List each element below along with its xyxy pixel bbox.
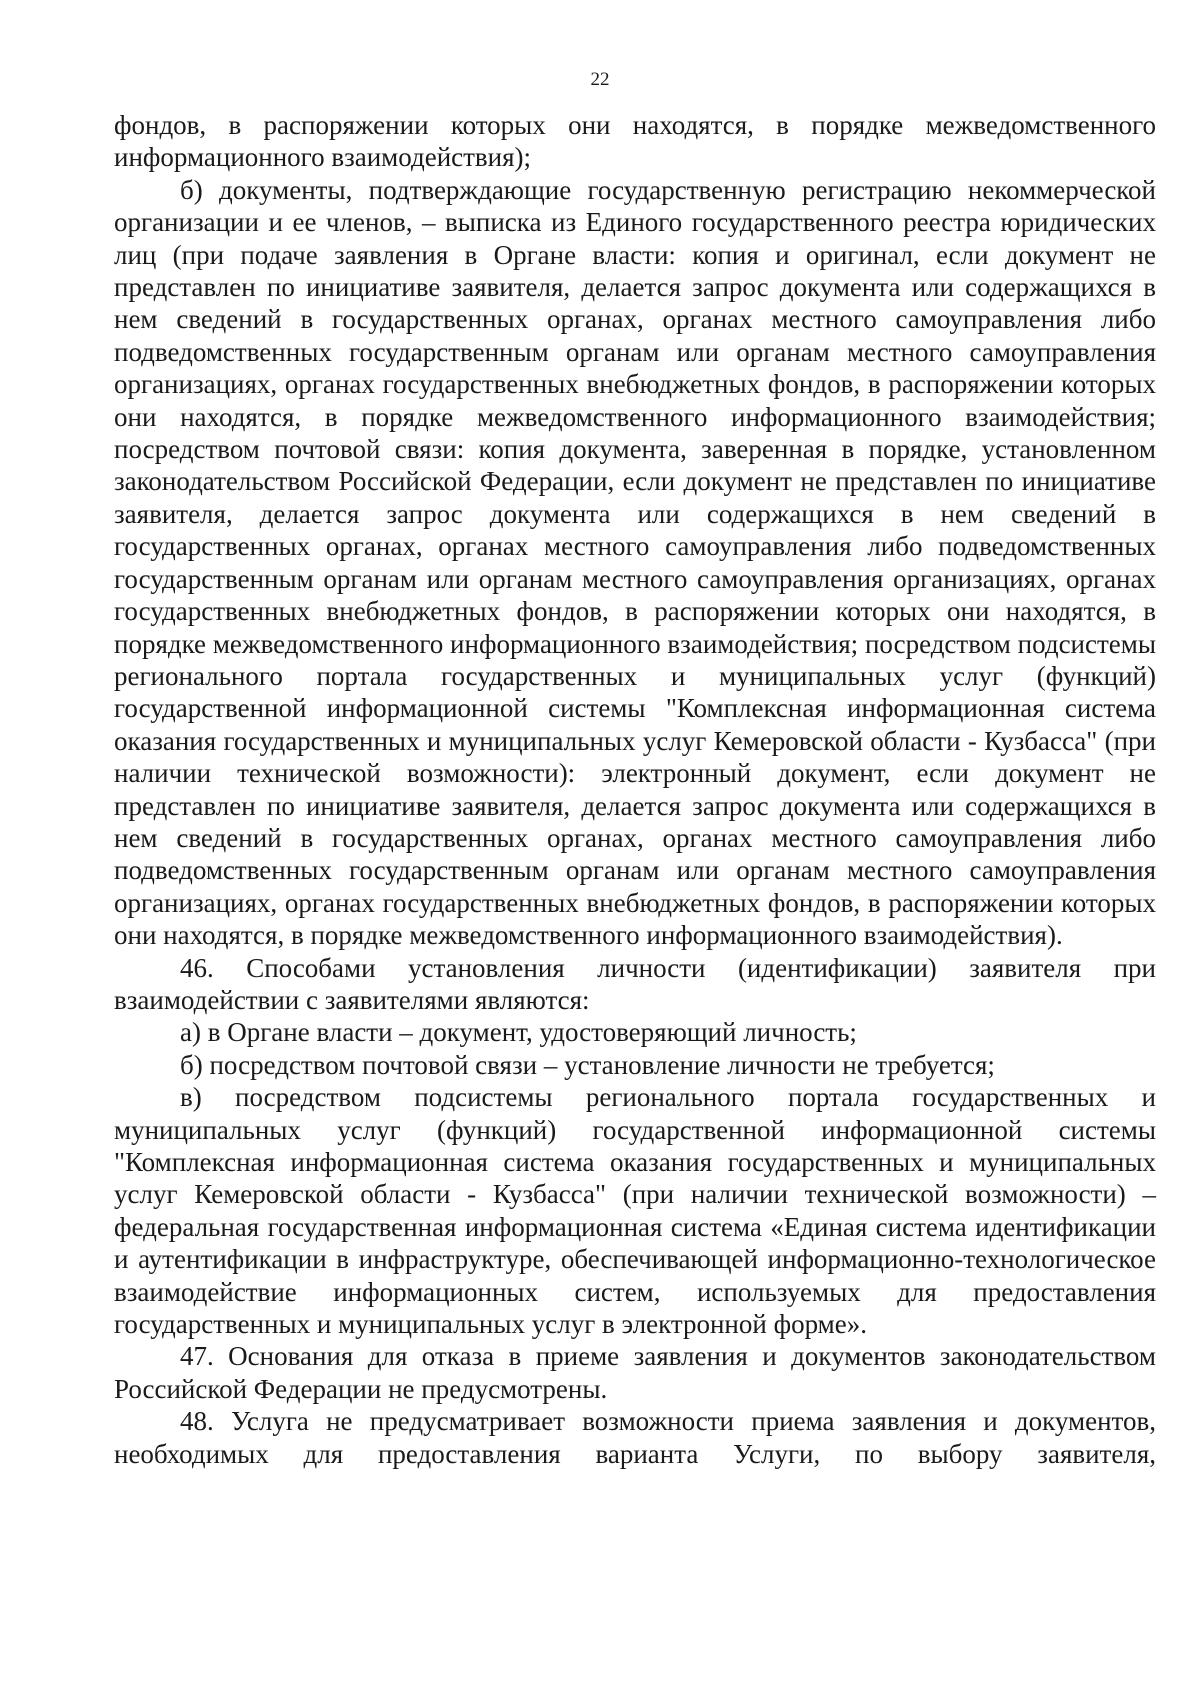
- paragraph-48-service: 48. Услуга не предусматривает возможности приема заявления и документов, необходимых для предоставления варианта Услуги, по выбору заявителя,: [114, 1406, 1156, 1469]
- paragraph-46-item-b: б) посредством почтовой связи – установление личности не требуется;: [180, 1049, 995, 1080]
- paragraph-item-b-documents: б) документы, подтверждающие государственную регистрацию некоммерческой организации и ее членов, – выписка из Единого государственного реестра юридических лиц (при подаче заявления в Органе власти: копия и оригинал, если документ не представлен по инициативе заявителя, делается запрос документа или содержащихся в нем сведений в государственных органах, органах местного самоуправления либо подведомственных государственным органам или органам местного самоуправления организациях, органах государственных внебюджетных фондов, в распоряжении которых они находятся, в порядке межведомственного информационного взаимодействия; посредством почтовой связи: копия документа, заверенная в порядке, установленном законодательством Российской Федерации, если документ не представлен по инициативе заявителя, делается запрос документа или содержащихся в нем сведений в государственных органах, органах местного самоуправления либо подведомственных государственным органам или органам местного самоуправления организациях, органах государственных внебюджетных фондов, в распоряжении которых они находятся, в порядке межведомственного информационного взаимодействия; посредством подсистемы регионального портала государственных и муниципальных услуг (функций) государственной информационной системы "Комплексная информационная система оказания государственных и муниципальных услуг Кемеровской области - Кузбасса" (при наличии технической возможности): электронный документ, если документ не представлен по инициативе заявителя, делается запрос документа или содержащихся в нем сведений в государственных органах, органах местного самоуправления либо подведомственных государственным органам или органам местного самоуправления организациях, органах государственных внебюджетных фондов, в распоряжении которых они находятся, в порядке межведомственного информационного взаимодействия).: [114, 174, 1156, 951]
- document-body: [114, 109, 1156, 1470]
- paragraph-46-item-c: в) посредством подсистемы регионального портала государственных и муниципальных услуг (функций) государственной информационной системы "Комплексная информационная система оказания государственных и муниципальных услуг Кемеровской области - Кузбасса" (при наличии технической возможности) – федеральная государственная информационная система «Единая система идентификации и аутентификации в инфраструктуре, обеспечивающей информационно-технологическое взаимодействие информационных систем, используемых для предоставления государственных и муниципальных услуг в электронной форме».: [114, 1082, 1156, 1340]
- paragraph-46-item-a: а) в Органе власти – документ, удостоверяющий личность;: [180, 1017, 857, 1048]
- page-number: 22: [590, 69, 610, 90]
- paragraph-47-refusal-grounds: 47. Основания для отказа в приеме заявления и документов законодательством Российской Федерации не предусмотрены.: [114, 1341, 1156, 1404]
- paragraph-46-identification-methods: 46. Способами установления личности (идентификации) заявителя при взаимодействии с заявителями являются:: [114, 952, 1156, 1015]
- paragraph-continuation: фондов, в распоряжении которых они находятся, в порядке межведомственного информационного взаимодействия);: [114, 110, 1156, 173]
